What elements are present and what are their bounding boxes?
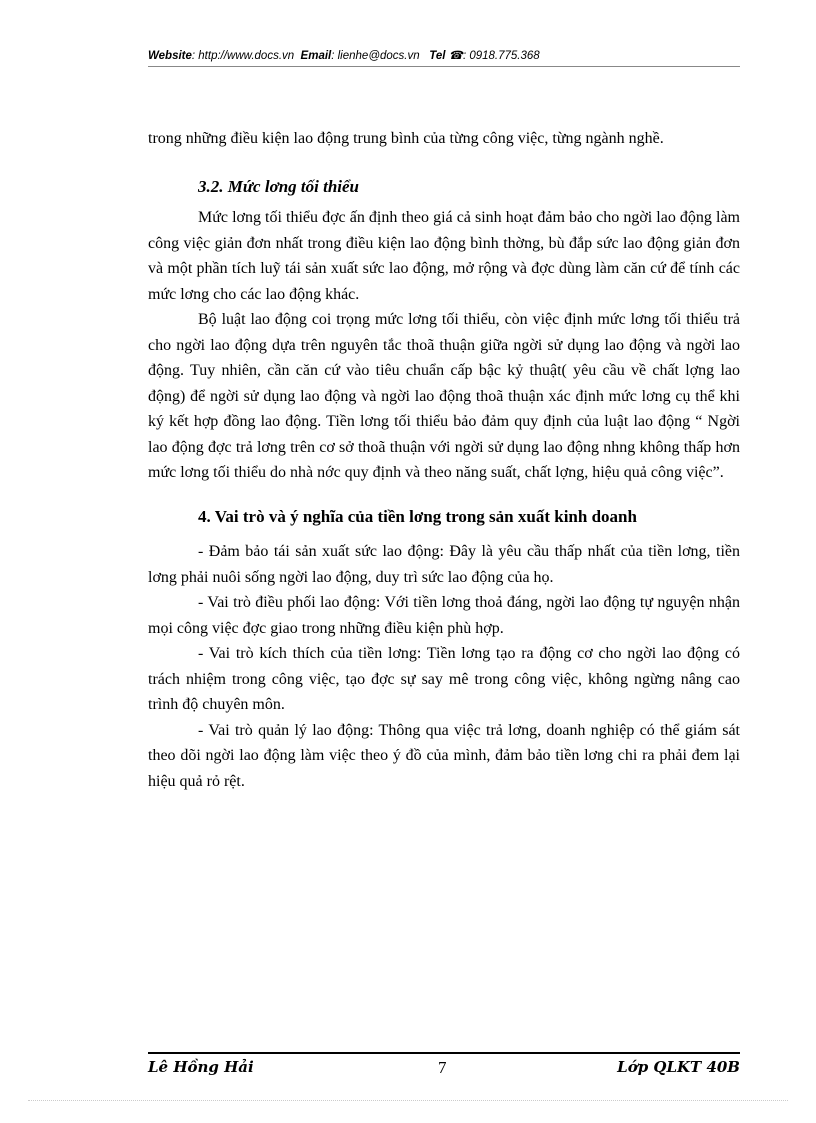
header-divider xyxy=(148,66,740,67)
tel-label: Tel xyxy=(429,50,446,62)
email-value: : lienhe@docs.vn xyxy=(331,50,420,62)
tel-value: : 0918.775.368 xyxy=(462,50,540,62)
footer-author: Lê Hồng Hải xyxy=(148,1058,254,1076)
email-label: Email xyxy=(300,50,332,62)
paragraph-continuation: trong những điều kiện lao động trung bình của từng công việc, từng ngành nghề. xyxy=(148,130,664,147)
paragraph-role-allocation: - Vai trò điều phối lao động: Với tiền lơng thoả đáng, ngời lao động tự nguyện nhận mọi công việc đợc giao trong những điều kiện phù hợp. xyxy=(148,594,740,637)
phone-icon: ☎ xyxy=(448,50,463,62)
paragraph-labor-code: Bộ luật lao động coi trọng mức lơng tối thiểu, còn việc định mức lơng tối thiểu trả cho ngời lao động dựa trên nguyên tắc thoã thuận giữa ngời sử dụng lao động và ngời lao động. Tuy nhiên, cần căn cứ vào tiêu chuẩn cấp bậc kỷ thuật( yêu cầu về chất lợng lao động) để ngời sử dụng lao động và ngời lao động thoã thuận xác định mức lơng cụ thể khi ký kết hợp đồng lao động. Tiền lơng tối thiểu bảo đảm quy định của luật lao động “ Ngời lao động đợc trả lơng trên cơ sở thoã thuận với ngời sử dụng lao động nhng không thấp hơn mức lơng tối thiểu do nhà nớc quy định và theo năng suất, chất lợng, hiệu quả công việc”. xyxy=(148,311,740,481)
website-value: : http://www.docs.vn xyxy=(191,50,295,62)
footer-page-number: 7 xyxy=(438,1058,447,1077)
paragraph-role-management: - Vai trò quản lý lao động: Thông qua việc trả lơng, doanh nghiệp có thể giám sát theo dõi ngời lao động làm việc theo ý đồ của mình, đảm bảo tiền lơng chi ra phải đem lại hiệu quả rỏ rệt. xyxy=(148,721,740,790)
page-bottom-dotted-line xyxy=(28,1100,788,1101)
paragraph-role-incentive: - Vai trò kích thích của tiền lơng: Tiền lơng tạo ra động cơ cho ngời lao động có trách nhiệm trong công việc, tạo đợc sự say mê trong công việc, không ngừng nâng cao trình độ chuyên môn. xyxy=(148,645,740,713)
footer-divider xyxy=(148,1052,740,1054)
section-heading-4: 4. Vai trò và ý nghĩa của tiền lơng trong sản xuất kinh doanh xyxy=(198,506,637,526)
section-heading-3-2: 3.2. Mức lơng tối thiểu xyxy=(198,176,359,196)
footer-class: Lớp QLKT 40B xyxy=(617,1058,740,1076)
paragraph-minimum-wage: Mức lơng tối thiểu đợc ấn định theo giá cả sinh hoạt đảm bảo cho ngời lao động làm công việc giản đơn nhất trong điều kiện lao động bình thờng, bù đắp sức lao động giản đơn và một phần tích luỹ tái sản xuất sức lao động, mở rộng và đợc dùng làm căn cứ để tính các mức lơng cho các lao động khác. xyxy=(148,209,740,303)
document-body xyxy=(148,126,740,794)
website-label: Website xyxy=(148,50,192,62)
page-footer xyxy=(148,1058,740,1080)
paragraph-role-reproduction: - Đảm bảo tái sản xuất sức lao động: Đây là yêu cầu thấp nhất của tiền lơng, tiền lơng phải nuôi sống ngời lao động, duy trì sức lao động của họ. xyxy=(148,543,740,586)
page-header xyxy=(148,48,740,62)
